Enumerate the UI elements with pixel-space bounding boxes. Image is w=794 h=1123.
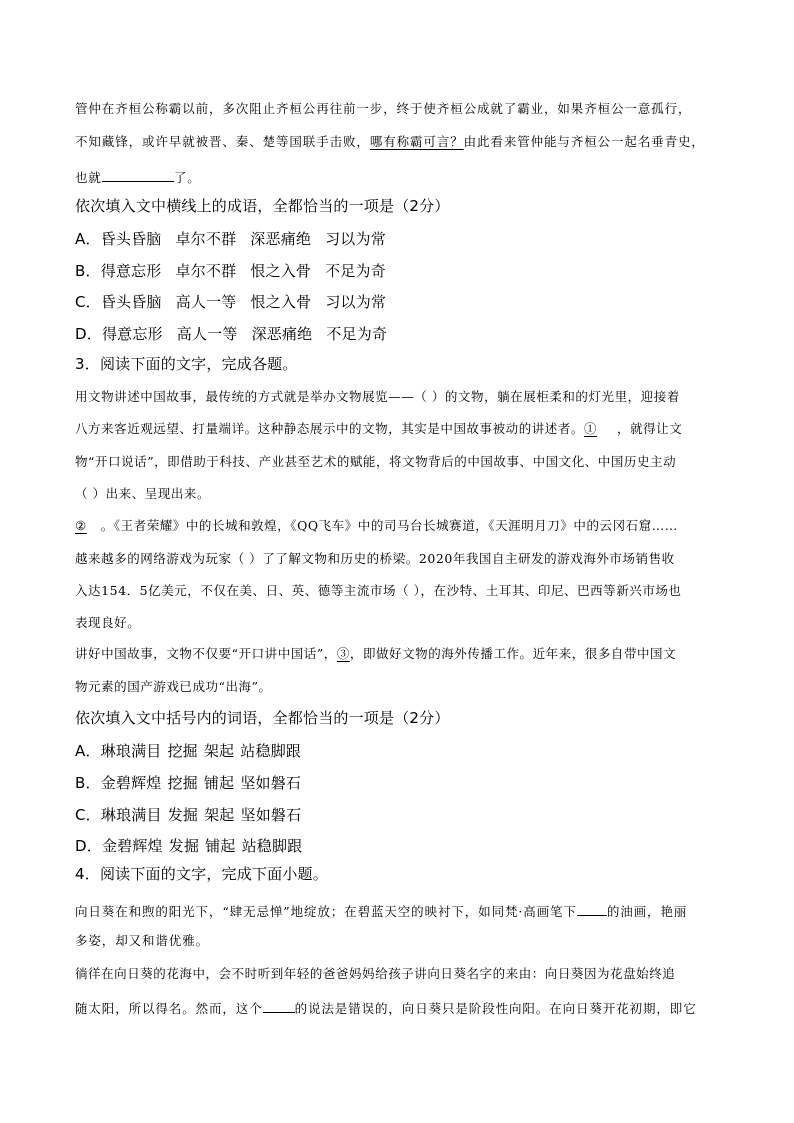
option-item: 习以为常	[325, 293, 387, 311]
option-label: B．	[75, 774, 101, 792]
option-item: 习以为常	[325, 230, 386, 248]
passage1-line3	[75, 169, 201, 185]
option-item: 金碧辉煌	[101, 837, 163, 855]
q2-option-c	[75, 295, 386, 310]
answer-blank	[102, 169, 174, 182]
option-item: 恨之入骨	[250, 262, 312, 280]
q4-p1-line1	[75, 903, 687, 919]
q3-p2-line4: 表现良好。	[75, 615, 141, 630]
q3-p3-line1	[75, 648, 676, 661]
option-label: A．	[75, 230, 101, 248]
option-item: 高人一等	[175, 293, 237, 311]
option-item: 卓尔不群	[175, 262, 237, 280]
option-item: 铺起	[203, 774, 235, 792]
q4-heading: 4．阅读下面的文字，完成下面小题。	[75, 865, 328, 883]
option-item: 深恶痛绝	[251, 325, 313, 343]
q3-option-a	[75, 744, 307, 759]
option-label: C．	[75, 293, 101, 311]
q3-option-c	[75, 808, 307, 823]
option-item: 挖掘	[167, 774, 198, 792]
passage1-line2-text-a: 不知藏锋，或许早就被晋、秦、楚等国联手击败，	[75, 134, 370, 149]
blank-marker-1: ①	[583, 421, 598, 436]
q3-p1-line2-text-b: ，就得让文	[617, 421, 683, 436]
option-item: 深恶痛绝	[250, 230, 312, 248]
q4-p2-line2-text-b: 的说法是错误的，向日葵只是阶段性向阳。在向日葵开花初期，即它	[294, 1001, 697, 1016]
option-item: 昏头昏脑	[100, 293, 162, 311]
option-label: D．	[75, 837, 102, 855]
q4-p2-line2	[75, 1000, 697, 1016]
q3-p1-line3: 物“开口说话”，即借助于科技、产业甚至艺术的赋能，将文物背后的中国故事、中国文化、中国历史主动	[75, 454, 677, 469]
option-item: 琳琅满目	[100, 806, 162, 824]
q4-p2-line1: 徜徉在向日葵的花海中，会不时听到年轻的爸爸妈妈给孩子讲向日葵名字的来由：向日葵因为花盘始终追	[75, 966, 676, 981]
option-label: D．	[75, 325, 102, 343]
q3-p3-line2: 物元素的国产游戏已成功“出海”。	[75, 679, 272, 694]
answer-blank	[577, 903, 607, 916]
q3-p2-line1	[75, 520, 678, 533]
option-item: 站稳脚跟	[240, 742, 302, 760]
q3-p1-line4: （ ）出来、呈现出来。	[75, 486, 211, 501]
option-item: 挖掘	[167, 742, 198, 760]
q3-p2-line3: 入达154．5亿美元，不仅在美、日、英、德等主流市场（ ），在沙特、土耳其、印尼、巴西等新兴市场也	[75, 583, 682, 598]
q4-p1-line1-text-a: 向日葵在和煦的阳光下，“肆无忌惮”地绽放；在碧蓝天空的映衬下，如同梵·高画笔下	[75, 904, 577, 919]
option-item: 不足为奇	[326, 325, 388, 343]
option-item: 金碧辉煌	[100, 774, 162, 792]
q2-option-a	[75, 232, 386, 247]
q2-option-d	[75, 327, 387, 342]
passage1-line3-text-a: 也就	[75, 170, 102, 185]
option-item: 卓尔不群	[175, 230, 237, 248]
option-item: 站稳脚跟	[241, 837, 303, 855]
passage1-line2	[75, 136, 705, 149]
q2-option-b	[75, 264, 386, 279]
q3-prompt: 依次填入文中括号内的词语，全都恰当的一项是（2分）	[75, 709, 450, 727]
option-item: 高人一等	[176, 325, 238, 343]
q4-p1-line2: 多姿，却又和谐优雅。	[75, 933, 210, 948]
option-item: 发掘	[167, 806, 199, 824]
answer-blank	[263, 1000, 295, 1013]
q3-heading: 3．阅读下面的文字，完成各题。	[75, 355, 298, 373]
q3-p2-line2: 越来越多的网络游戏为玩家（ ）了了解文物和历史的桥梁。2020年我国自主研发的游戏海外市场销售收	[75, 551, 675, 566]
blank-marker-3: ③	[336, 646, 350, 661]
option-item: 架起	[204, 806, 235, 824]
option-label: C．	[75, 806, 101, 824]
q4-p2-line2-text-a: 随太阳，所以得名。然而，这个	[75, 1001, 263, 1016]
q3-p1-line2	[75, 423, 682, 436]
q3-p3-line1-text-a: 讲好中国故事，文物不仅要“开口讲中国话”，	[75, 646, 337, 661]
q3-p2-line1-text: 。《王者荣耀》中的长城和敦煌，《QQ飞车》中的司马台长城赛道，《天涯明月刀》中的云冈石窟……	[100, 518, 678, 533]
option-item: 昏头昏脑	[100, 230, 162, 248]
q2-prompt: 依次填入文中横线上的成语，全都恰当的一项是（2分）	[75, 197, 450, 215]
option-item: 不足为奇	[325, 262, 386, 280]
q3-p1-line2-text-a: 八方来客近观远望、打量端详。这种静态展示中的文物，其实是中国故事被动的讲述者。	[75, 421, 584, 436]
q3-option-d	[75, 839, 308, 854]
passage1-underlined-phrase: 哪有称霸可言？	[369, 134, 464, 149]
blank-marker-2: ②	[75, 518, 87, 533]
option-item: 架起	[203, 742, 235, 760]
option-item: 琳琅满目	[100, 742, 162, 760]
option-item: 得意忘形	[101, 325, 163, 343]
option-item: 得意忘形	[100, 262, 162, 280]
option-item: 坚如磐石	[240, 774, 302, 792]
option-item: 坚如磐石	[240, 806, 302, 824]
option-item: 恨之入骨	[250, 293, 312, 311]
option-item: 发掘	[168, 837, 200, 855]
passage1-line3-text-b: 了。	[173, 170, 201, 185]
option-label: B．	[75, 262, 101, 280]
option-item: 铺起	[205, 837, 236, 855]
q3-p3-line1-text-b: ，即做好文物的海外传播工作。近年来，很多自带中国文	[349, 646, 677, 661]
q3-option-b	[75, 776, 307, 791]
passage1-line2-text-b: 由此看来管仲能与齐桓公一起名垂青史，	[463, 134, 705, 149]
q4-p1-line1-text-b: 的油画，艳丽	[606, 904, 688, 919]
q3-p1-line1: 用文物讲述中国故事，最传统的方式就是举办文物展览——（ ）的文物，躺在展柜柔和的灯光里，迎接着	[75, 389, 680, 404]
option-label: A．	[75, 742, 101, 760]
passage1-line1: 管仲在齐桓公称霸以前，多次阻止齐桓公再往前一步，终于使齐桓公成就了霸业，如果齐桓公一意孤行，	[75, 101, 692, 116]
